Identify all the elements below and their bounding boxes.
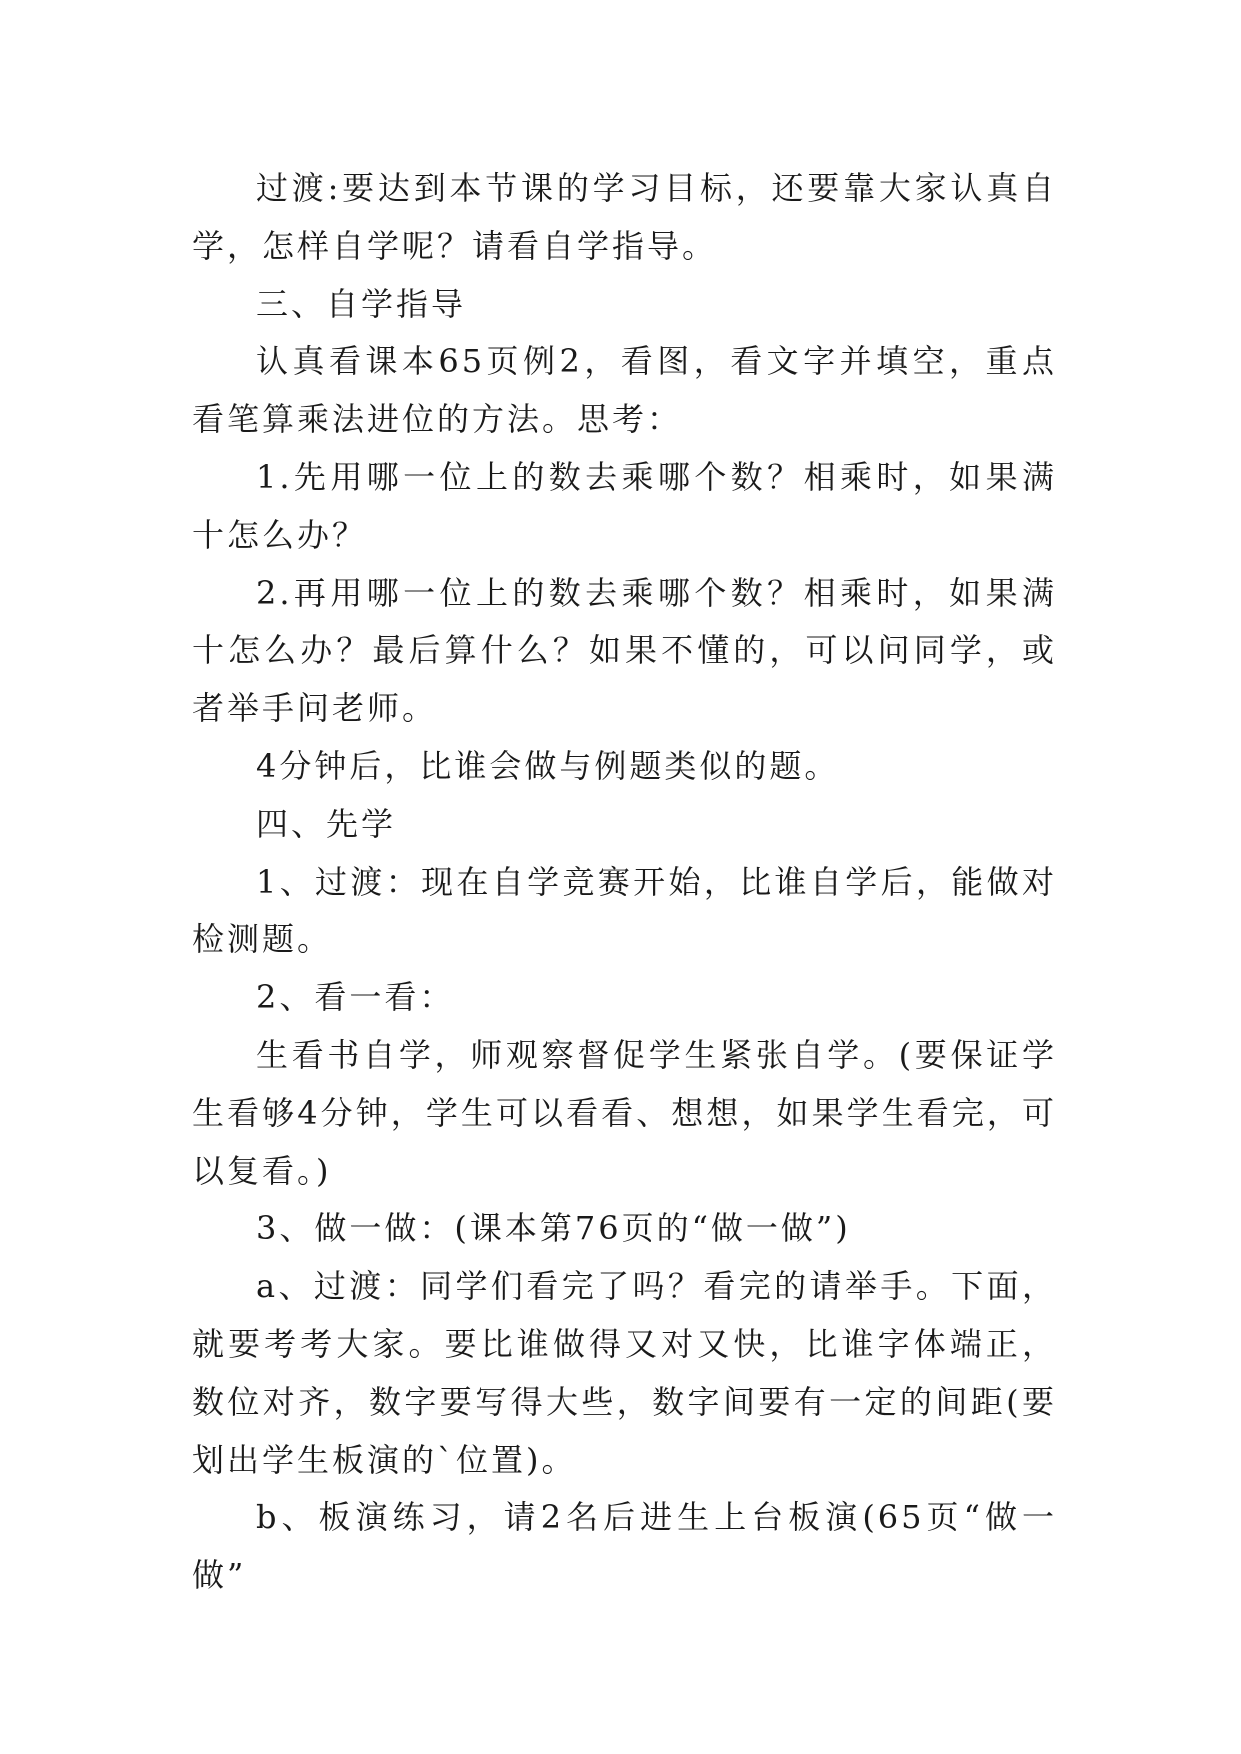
document-body: [192, 160, 1057, 1605]
question-1: 1.先用哪一位上的数去乘哪个数？相乘时，如果满十怎么办？: [192, 457, 1057, 554]
step-a-transition: a、过渡：同学们看完了吗？看完的请举手。下面，就要考考大家。要比谁做得又对又快，比谁字体端正，数位对齐，数字要写得大些，数字间要有一定的间距(要划出学生板演的`位置)。: [192, 1267, 1057, 1479]
question-2: 2.再用哪一位上的数去乘哪个数？相乘时，如果满十怎么办？最后算什么？如果不懂的，可以问同学，或者举手问老师。: [192, 573, 1057, 728]
heading-learn-first: 四、先学: [256, 804, 397, 843]
step-3-do: 3、做一做：(课本第76页的“做一做”): [256, 1209, 851, 1248]
step-2-look: 2、看一看：: [256, 978, 455, 1017]
paragraph-students-read: 生看书自学，师观察督促学生紧张自学。(要保证学生看够4分钟，学生可以看看、想想，如果学生看完，可以复看。): [192, 1035, 1057, 1190]
step-1-transition: 1、过渡：现在自学竞赛开始，比谁自学后，能做对检测题。: [192, 862, 1057, 959]
paragraph-time-limit: 4分钟后，比谁会做与例题类似的题。: [256, 746, 840, 785]
step-b-board-practice: b、板演练习，请2名后进生上台板演(65页“做一做”: [192, 1498, 1057, 1595]
heading-self-study-guide: 三、自学指导: [256, 284, 467, 323]
paragraph-transition: 过渡:要达到本节课的学习目标，还要靠大家认真自学，怎样自学呢？请看自学指导。: [192, 169, 1057, 265]
paragraph-study-instructions: 认真看课本65页例2，看图，看文字并填空，重点看笔算乘法进位的方法。思考：: [192, 342, 1057, 439]
